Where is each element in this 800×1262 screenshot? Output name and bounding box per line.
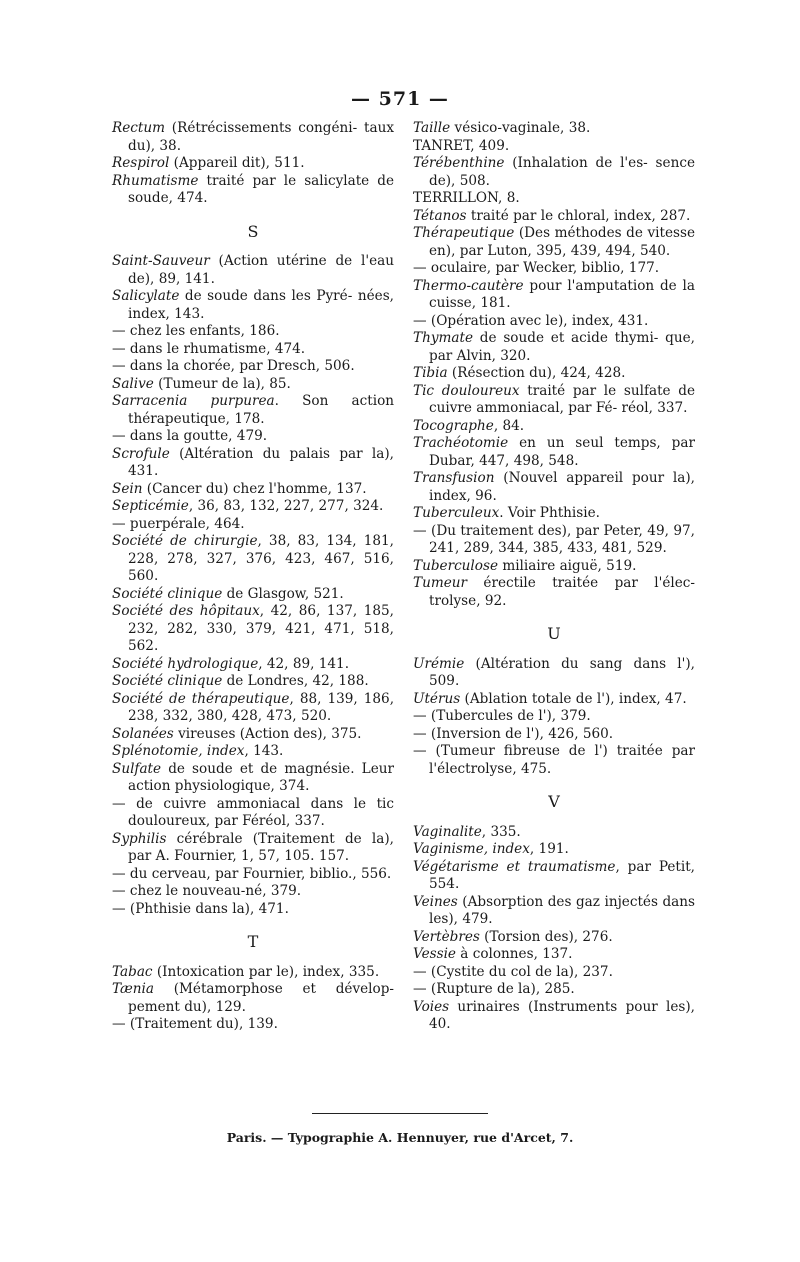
index-entry: [112, 376, 394, 394]
index-entry: [413, 138, 695, 156]
entry-text: (Inhalation de l'es- sence de), 508.: [429, 155, 695, 189]
index-entry: [413, 726, 695, 744]
entry-term: Société hydrologique: [112, 655, 259, 672]
entry-term: Scrofule: [112, 445, 170, 462]
entry-term: Vaginalite: [413, 823, 482, 840]
index-entry: [112, 901, 394, 919]
index-entry: [413, 435, 695, 470]
index-entry: [112, 393, 394, 428]
entry-text: (Torsion des), 276.: [479, 928, 613, 945]
entry-text: (Métamorphose et dévelop- pement du), 129.: [128, 981, 394, 1015]
entry-text: traité par le salicylate de soude, 474.: [128, 172, 394, 206]
entry-text: — (Tumeur fibreuse de l') traitée par l'électrolyse, 475.: [413, 743, 695, 777]
entry-text: (Cancer du) chez l'homme, 137.: [142, 480, 367, 497]
index-entry: [112, 743, 394, 761]
entry-term: Sein: [112, 480, 143, 497]
entry-text: (Altération du sang dans l'), 509.: [429, 655, 695, 689]
entry-text: en un seul temps, par Dubar, 447, 498, 548.: [429, 435, 695, 469]
index-entry: [413, 575, 695, 610]
index-column-left: [112, 120, 394, 1034]
entry-text: (Absorption des gaz injectés dans les), 479.: [429, 893, 695, 927]
footer-rule: [312, 1113, 488, 1114]
index-entry: [112, 341, 394, 359]
index-entry: [413, 691, 695, 709]
entry-text: — (Du traitement des), par Peter, 49, 97, 241, 289, 344, 385, 433, 481, 529.: [413, 522, 695, 556]
entry-term: Société de chirurgie: [112, 533, 258, 549]
entry-text: , 191.: [529, 841, 569, 857]
entry-text: , 84.: [493, 417, 525, 434]
entry-term: Tuberculeux: [413, 505, 500, 521]
entry-term: Veines: [413, 893, 458, 910]
entry-text: de soude dans les Pyré- nées, index, 143.: [128, 288, 394, 322]
entry-term: Thermo-cautère: [413, 277, 524, 294]
index-entry: [112, 323, 394, 341]
entry-text: de soude et de magnésie. Leur action physiologique, 374.: [128, 760, 394, 794]
entry-text: — du cerveau, par Fournier, biblio., 556.: [112, 865, 392, 882]
index-entry: [413, 964, 695, 982]
entry-text: (Des méthodes de vitesse en), par Luton, 395, 439, 494, 540.: [429, 225, 695, 259]
entry-text: cérébrale (Traitement de la), par A. Fournier, 1, 57, 105. 157.: [128, 830, 394, 864]
index-entry: [413, 999, 695, 1034]
entry-text: — dans la chorée, par Dresch, 506.: [112, 358, 355, 374]
entry-term: Splénotomie, index: [112, 743, 245, 759]
entry-text: TANRET, 409.: [413, 137, 510, 154]
index-entry: [413, 894, 695, 929]
entry-text: (Ablation totale de l'), index, 47.: [460, 690, 687, 707]
index-entry: [112, 796, 394, 831]
entry-term: Utérus: [413, 690, 461, 707]
entry-text: — puerpérale, 464.: [112, 515, 245, 532]
entry-text: vireuses (Action des), 375.: [173, 725, 362, 742]
index-entry: [112, 586, 394, 604]
index-entry: [413, 470, 695, 505]
index-entry: [413, 225, 695, 260]
entry-term: Saint-Sauveur: [112, 253, 210, 269]
entry-term: Térébenthine: [413, 155, 505, 171]
index-entry: [112, 656, 394, 674]
entry-term: Vessie: [413, 946, 456, 962]
entry-text: — (Cystite du col de la), 237.: [413, 963, 613, 980]
index-entry: [112, 691, 394, 726]
entry-text: (Action utérine de l'eau de), 89, 141.: [128, 253, 394, 287]
entry-text: traité par le sulfate de cuivre ammoniacal, par Fé- réol, 337.: [429, 382, 695, 416]
entry-text: — (Inversion de l'), 426, 560.: [413, 725, 614, 742]
entry-term: Solanées: [112, 725, 174, 742]
entry-text: , par Petit, 554.: [429, 858, 695, 892]
entry-term: Société clinique: [112, 673, 223, 689]
entry-text: érectile traitée par l'élec- trolyse, 92.: [429, 575, 695, 609]
index-entry: [413, 313, 695, 331]
entry-text: — dans la goutte, 479.: [112, 428, 268, 444]
entry-term: Salicylate: [112, 288, 180, 304]
entry-term: Végétarisme et traumatisme: [413, 858, 616, 875]
entry-term: Vertèbres: [413, 928, 480, 945]
entry-text: (Tumeur de la), 85.: [153, 375, 291, 392]
index-entry: [413, 155, 695, 190]
entry-text: — (Tubercules de l'), 379.: [413, 708, 591, 724]
entry-term: Tic douloureux: [413, 382, 520, 399]
index-entry: [413, 330, 695, 365]
index-entry: [112, 964, 394, 982]
entry-text: à colonnes, 137.: [455, 946, 573, 962]
entry-text: , 88, 139, 186, 238, 332, 380, 428, 473, 520.: [128, 690, 395, 724]
entry-text: — chez les enfants, 186.: [112, 323, 280, 339]
index-entry: [413, 656, 695, 691]
entry-text: (Appareil dit), 511.: [169, 155, 305, 171]
entry-text: — de cuivre ammoniacal dans le tic douloureux, par Féréol, 337.: [112, 795, 394, 829]
index-entry: [112, 120, 394, 155]
index-entry: [413, 383, 695, 418]
index-entry: [413, 558, 695, 576]
entry-text: , 36, 83, 132, 227, 277, 324.: [188, 498, 384, 514]
entry-term: Tumeur: [413, 575, 468, 591]
entry-text: , 42, 86, 137, 185, 232, 282, 330, 379, 421, 471, 518, 562.: [128, 603, 394, 654]
entry-term: Urémie: [413, 655, 465, 672]
index-entry: [112, 516, 394, 534]
index-entry: [413, 190, 695, 208]
entry-text: (Résection du), 424, 428.: [447, 365, 626, 381]
entry-term: Syphilis: [112, 830, 167, 847]
index-entry: [413, 418, 695, 436]
entry-term: Thérapeutique: [413, 225, 515, 241]
entry-term: Rhumatisme: [112, 172, 199, 189]
index-entry: [112, 358, 394, 376]
index-entry: [413, 708, 695, 726]
entry-term: Voies: [413, 998, 450, 1015]
entry-text: (Intoxication par le), index, 335.: [152, 963, 380, 980]
index-entry: [413, 946, 695, 964]
index-entry: [413, 929, 695, 947]
entry-term: Tuberculose: [413, 557, 498, 574]
entry-text: urinaires (Instruments pour les), 40.: [429, 998, 695, 1032]
entry-text: (Rétrécissements congéni- taux du), 38.: [128, 120, 394, 154]
index-entry: [413, 859, 695, 894]
entry-text: — chez le nouveau-né, 379.: [112, 883, 302, 899]
index-entry: [112, 288, 394, 323]
entry-term: Tibia: [413, 365, 448, 381]
index-entry: [112, 981, 394, 1016]
index-entry: [112, 446, 394, 481]
section-letter: U: [547, 624, 561, 643]
printer-footer: Paris. — Typographie A. Hennuyer, rue d'Arcet, 7.: [226, 1130, 574, 1145]
index-entry: [112, 726, 394, 744]
index-entry: [112, 428, 394, 446]
entry-text: — (Phthisie dans la), 471.: [112, 900, 289, 917]
entry-text: . Voir Phthisie.: [499, 505, 600, 521]
entry-text: vésico-vaginale, 38.: [450, 120, 591, 136]
index-entry: [112, 603, 394, 656]
index-entry: [112, 761, 394, 796]
entry-text: — (Opération avec le), index, 431.: [413, 312, 649, 329]
index-entry: [112, 831, 394, 866]
entry-text: — (Rupture de la), 285.: [413, 981, 575, 997]
index-entry: [112, 155, 394, 173]
index-column-right: [413, 120, 695, 1034]
index-entry: [413, 208, 695, 226]
index-entry: [413, 278, 695, 313]
entry-text: (Nouvel appareil pour la), index, 96.: [429, 470, 695, 504]
index-entry: [413, 981, 695, 999]
entry-term: Tétanos: [413, 207, 467, 224]
entry-text: — oculaire, par Wecker, biblio, 177.: [413, 260, 660, 276]
index-entry: [413, 505, 695, 523]
entry-text: miliaire aiguë, 519.: [498, 557, 637, 574]
entry-term: Société de thérapeutique: [112, 690, 290, 707]
entry-term: Respirol: [112, 155, 170, 171]
index-entry: [413, 824, 695, 842]
section-letter: S: [247, 221, 259, 241]
index-entry: [112, 498, 394, 516]
entry-term: Tænia: [112, 981, 154, 997]
entry-term: Thymate: [413, 330, 474, 346]
entry-term: Transfusion: [413, 470, 495, 486]
index-entry: [112, 1016, 394, 1034]
entry-text: traité par le chloral, index, 287.: [466, 207, 691, 224]
index-entry: [413, 365, 695, 383]
entry-text: , 143.: [244, 743, 284, 759]
entry-text: , 38, 83, 134, 181, 228, 278, 327, 376, 423, 467, 516, 560.: [128, 533, 394, 584]
index-entry: [112, 481, 394, 499]
entry-term: Vaginisme, index: [413, 841, 530, 857]
index-entry: [112, 173, 394, 208]
entry-term: Salive: [112, 375, 154, 392]
entry-term: Tabac: [112, 963, 153, 980]
entry-term: Rectum: [112, 120, 166, 136]
index-entry: [112, 883, 394, 901]
entry-term: Trachéotomie: [413, 435, 509, 451]
index-entry: [413, 743, 695, 778]
index-entry: [112, 533, 394, 586]
entry-text: de Glasgow, 521.: [222, 585, 344, 602]
entry-text: TERRILLON, 8.: [413, 190, 520, 206]
entry-term: Septicémie: [112, 498, 189, 514]
entry-text: , 335.: [481, 823, 521, 840]
entry-text: — dans le rhumatisme, 474.: [112, 340, 306, 357]
entry-term: Sarracenia purpurea: [112, 393, 275, 409]
entry-text: . Son action thérapeutique, 178.: [128, 393, 395, 427]
entry-text: — (Traitement du), 139.: [112, 1016, 278, 1032]
entry-term: Société clinique: [112, 585, 223, 602]
entry-text: de Londres, 42, 188.: [222, 673, 369, 689]
entry-term: Taille: [413, 120, 451, 136]
entry-term: Société des hôpitaux: [112, 603, 260, 619]
index-entry: [112, 866, 394, 884]
section-letter: T: [247, 932, 259, 951]
entry-text: pour l'amputation de la cuisse, 181.: [429, 277, 695, 311]
index-entry: [112, 253, 394, 288]
index-entry: [413, 120, 695, 138]
entry-text: , 42, 89, 141.: [258, 655, 350, 672]
entry-term: Tocographe: [413, 417, 494, 434]
entry-text: de soude et acide thymi- que, par Alvin, 320.: [429, 330, 695, 364]
page-number: — 571 —: [351, 88, 449, 110]
entry-text: (Altération du palais par la), 431.: [128, 445, 394, 479]
index-entry: [413, 841, 695, 859]
section-letter: V: [548, 792, 560, 811]
index-entry: [112, 673, 394, 691]
index-entry: [413, 260, 695, 278]
entry-term: Sulfate: [112, 760, 162, 777]
index-entry: [413, 523, 695, 558]
